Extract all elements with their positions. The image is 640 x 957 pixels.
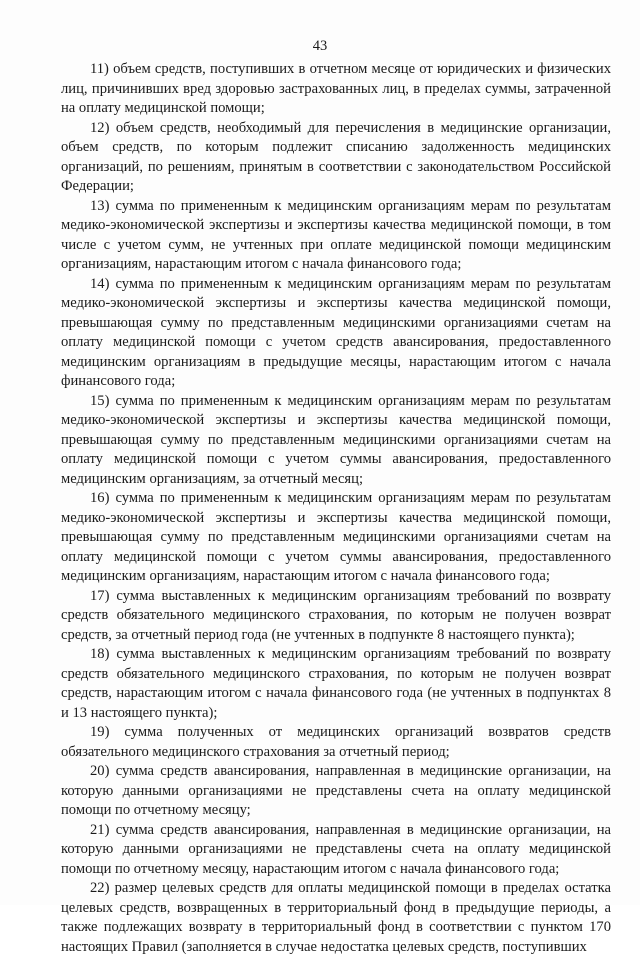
paragraph-item-16: 16) сумма по примененным к медицинским организациям мерам по результатам медико-экономической экспертизы и экспертизы качества медицинской помощи, превышающая сумму по представленным медицинскими организациями счетам на оплату медицинской помощи с учетом суммы авансирования, предоставленного медицинским организациям, нарастающим итогом с начала финансового года; [61, 490, 611, 584]
document-body [61, 60, 611, 957]
paragraph-item-22: 22) размер целевых средств для оплаты медицинской помощи в пределах остатка целевых средств, возвращенных в территориальный фонд в предыдущие периоды, а также подлежащих возврату в территориальный фонд в соответствии с пунктом 170 настоящих Правил (заполняется в случае недостатка целевых средств, поступивших [61, 880, 611, 955]
paragraph-item-12: 12) объем средств, необходимый для перечисления в медицинские организации, объем средств, по которым подлежит списанию задолженность медицинских организаций, по решениям, принятым в соответствии с законодательством Российской Федерации; [61, 119, 611, 194]
paragraph-item-17: 17) сумма выставленных к медицинским организациям требований по возврату средств обязательного медицинского страхования, по которым не получен возврат средств, за отчетный период года (не учтенных в подпункте 8 настоящего пункта); [61, 587, 611, 643]
paragraph-item-14: 14) сумма по примененным к медицинским организациям мерам по результатам медико-экономической экспертизы и экспертизы качества медицинской помощи, превышающая сумму по представленным медицинскими организациями счетам на оплату медицинской помощи с учетом средств авансирования, предоставленного медицинским организациям в предыдущие месяцы, нарастающим итогом с начала финансового года; [61, 275, 611, 389]
paragraph-item-21: 21) сумма средств авансирования, направленная в медицинские организации, на которую данными организациями не представлены счета на оплату медицинской помощи по отчетному месяцу, нарастающим итогом с начала финансового года; [61, 821, 611, 877]
paragraph-item-20: 20) сумма средств авансирования, направленная в медицинские организации, на которую данными организациями не представлены счета на оплату медицинской помощи по отчетному месяцу; [61, 763, 611, 818]
paragraph-item-19: 19) сумма полученных от медицинских организаций возвратов средств обязательного медицинского страхования за отчетный период; [61, 724, 611, 760]
paragraph-item-13: 13) сумма по примененным к медицинским организациям мерам по результатам медико-экономической экспертизы и экспертизы качества медицинской помощи, в том числе с учетом сумм, не учтенных при оплате медицинской помощи медицинским организациям, нарастающим итогом с начала финансового года; [61, 197, 611, 272]
paragraph-item-11: 11) объем средств, поступивших в отчетном месяце от юридических и физических лиц, причинивших вред здоровью застрахованных лиц, в пределах суммы, затраченной на оплату медицинской помощи; [61, 61, 611, 116]
paragraph-item-18: 18) сумма выставленных к медицинским организациям требований по возврату средств обязательного медицинского страхования, по которым не получен возврат средств, нарастающим итогом с начала финансового года (не учтенных в подпунктах 8 и 13 настоящего пункта); [61, 646, 611, 721]
page-number: 43 [312, 38, 328, 54]
paragraph-item-15: 15) сумма по примененным к медицинским организациям мерам по результатам медико-экономической экспертизы и экспертизы качества медицинской помощи, превышающая сумму по представленным медицинскими организациями счетам на оплату медицинской помощи с учетом суммы авансирования, предоставленного медицинским организациям, за отчетный месяц; [61, 392, 611, 487]
